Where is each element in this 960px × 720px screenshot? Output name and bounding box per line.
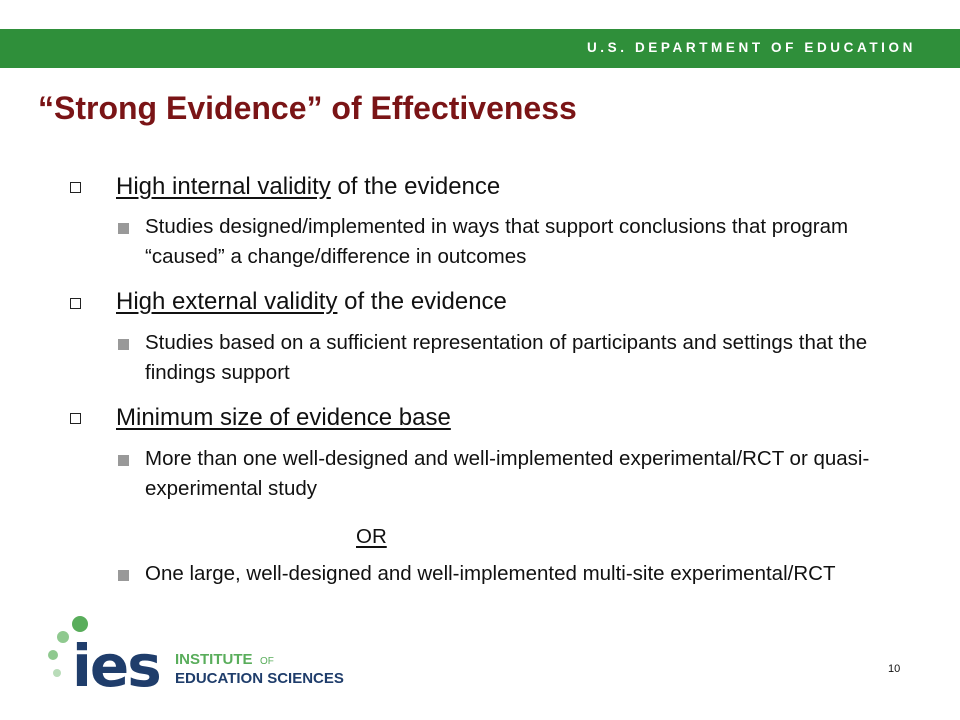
logo-of: OF <box>260 656 274 667</box>
gray-square-bullet <box>118 455 129 466</box>
slide-title: “Strong Evidence” of Effectiveness <box>38 90 577 126</box>
hollow-square-bullet <box>70 298 81 309</box>
logo-dot <box>72 616 88 632</box>
heading-underlined: Minimum size of evidence base <box>116 404 451 431</box>
department-label: U.S. DEPARTMENT OF EDUCATION <box>586 40 916 55</box>
bullet-text-3a: More than one well-designed and well-implemented experimental/RCT or quasi-experimental study <box>145 447 870 500</box>
logo-line1: INSTITUTE <box>175 651 253 668</box>
logo-mark: ies <box>72 632 160 692</box>
bullet-heading-3 <box>116 404 451 432</box>
logo-dot <box>57 631 69 643</box>
or-separator: OR <box>356 525 387 548</box>
page-number: 10 <box>888 663 901 675</box>
logo-dot <box>53 669 61 677</box>
heading-suffix: of the evidence <box>337 288 507 315</box>
bullet-heading-1 <box>116 173 500 201</box>
hollow-square-bullet <box>70 413 81 424</box>
heading-suffix: of the evidence <box>330 173 501 200</box>
bullet-text-2: Studies based on a sufficient representation of participants and settings that the findings support <box>145 331 868 384</box>
hollow-square-bullet <box>70 182 81 193</box>
ies-logo <box>42 610 352 692</box>
bullet-text-3b: One large, well-designed and well-implemented multi-site experimental/RCT <box>145 562 836 585</box>
logo-line2: EDUCATION SCIENCES <box>175 670 344 687</box>
heading-underlined: High internal validity <box>116 173 331 200</box>
heading-underlined: High external validity <box>116 288 338 315</box>
header-bar <box>0 29 960 68</box>
gray-square-bullet <box>118 570 129 581</box>
gray-square-bullet <box>118 223 129 234</box>
bullet-text-1: Studies designed/implemented in ways that support conclusions that program “caused” a change/difference in outcomes <box>145 215 849 268</box>
bullet-heading-2 <box>116 288 507 316</box>
gray-square-bullet <box>118 339 129 350</box>
logo-dot <box>48 650 58 660</box>
